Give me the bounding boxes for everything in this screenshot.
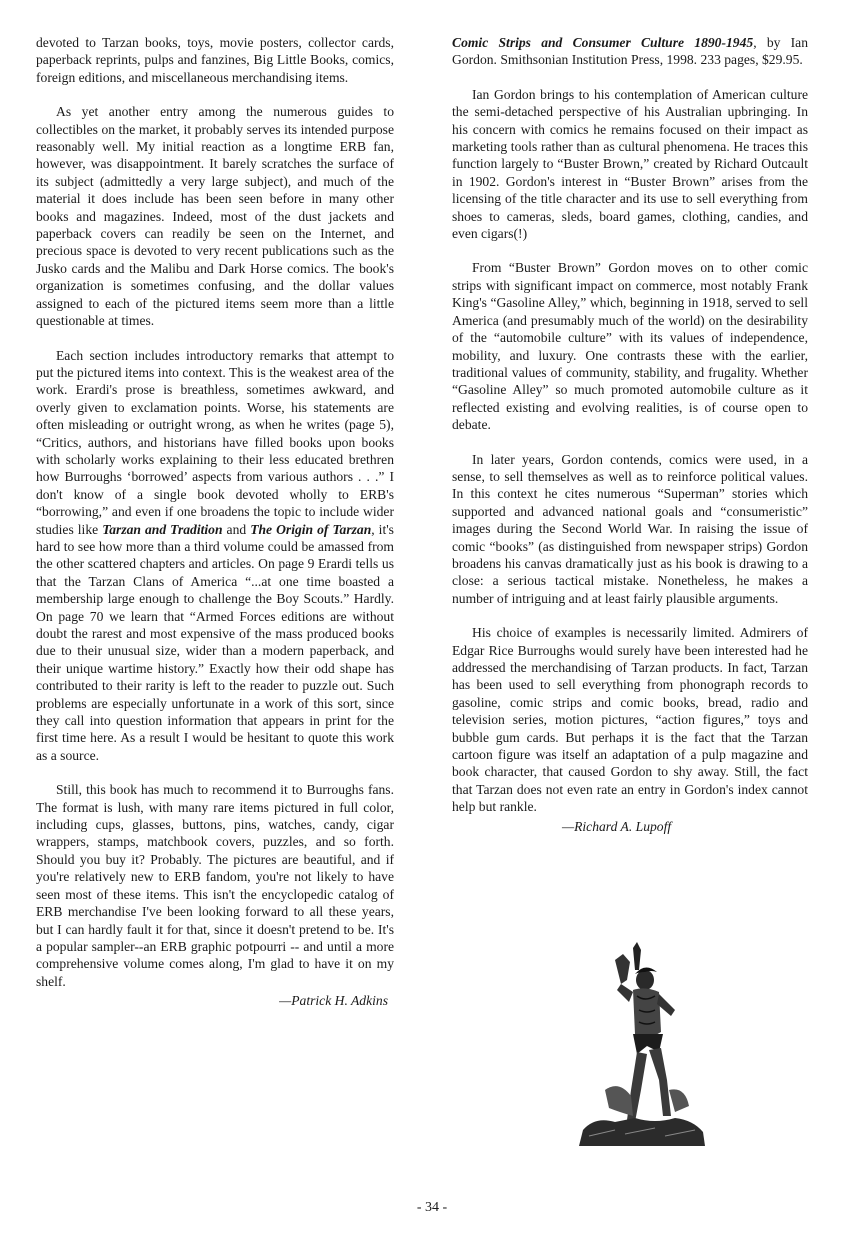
left-paragraph-3-and: and xyxy=(222,521,251,537)
signature-adkins: —Patrick H. Adkins xyxy=(279,993,388,1009)
left-paragraph-4: Still, this book has much to recommend it to Burroughs fans. The format is lush, with many rare items pictured in full color, including cups, glasses, buttons, pins, watches, candy, cigar wrappers, stamps, matchbook covers, puzzles, and so forth. Should you buy it? Probably. The pictures are beautiful, and if you're relatively new to ERB fandom, you're not likely to have seen most of these items. This isn't the encyclopedic catalog of ERB merchandise I've been looking forward to all these years, but I can hardly fault it for that, since it doesn't pretend to be. It's a popular sampler--an ERB graphic potpourri -- and until a more comprehensive volume comes along, I'm glad to have it on my shelf. xyxy=(36,782,394,989)
left-paragraph-3-text-a: Each section includes introductory remarks that attempt to put the pictured items into context. This is the weakest area of the work. Erardi's prose is breathless, sometimes awkward, and overly given to exclamation points. Worse, his statements are often misleading or outright wrong, as when he writes (page 5), “Critics, authors, and historians have filled books upon books with scholarly works explaining to their less educated brethren how Burroughs ‘borrowed’ aspects from various authors . . .” I don't know of a single book devoted wholly to ERB's “borrowing,” and even if one broadens the topic to include wider studies like xyxy=(36,347,394,537)
right-column xyxy=(452,34,808,843)
left-paragraph-1: devoted to Tarzan books, toys, movie posters, collector cards, paperback reprints, pulps and fanzines, Big Little Books, comics, foreign editions, and miscellaneous merchandising items. xyxy=(36,35,394,85)
book-title-origin-of-tarzan: The Origin of Tarzan xyxy=(250,521,372,537)
left-paragraph-3-text-b: , it's hard to see how more than a third volume could be amassed from the other scattered chapters and articles. On page 9 Erardi tells us that the Tarzan Clans of America “...at one time boasted a membership large enough to challenge the Boy Scouts.” Hardly. On page 70 we learn that “Armed Forces editions are without doubt the rarest and most expensive of the mass produced books due to their unusual size, wider than a modern paperback, and their unique wartime history.” Exactly how their odd shape has contributed to their rarity is left to the reader to puzzle out. Such problems are especially unfortunate in a work of this sort, since they call into question information that appears in print for the first time here. As a result I would be hesitant to quote this work as a source. xyxy=(36,521,394,763)
review-book-info: , by Ian Gordon. Smithsonian Institution Press, 1998. 233 pages, $29.95. xyxy=(452,35,808,68)
right-paragraph-2: From “Buster Brown” Gordon moves on to other comic strips with significant impact on commerce, most notably Frank King's “Gasoline Alley,” which, beginning in 1918, served to sell America (and presumably much of the world) on the desirability of the “automobile culture” with its values of independence, mobility, and luxury. One contrasts these with the earlier, traditional values of community, stability, and frugality. Whether “Gasoline Alley” so much promoted automobile culture as it reflected existing and evolving realities, is of course open to debate. xyxy=(452,260,808,433)
page-number: - 34 - xyxy=(416,1200,448,1215)
review-book-title: Comic Strips and Consumer Culture 1890-1945 xyxy=(452,35,754,50)
review-heading xyxy=(452,34,808,69)
left-paragraph-3 xyxy=(36,347,394,765)
left-paragraph-2: As yet another entry among the numerous guides to collectibles on the market, it probably serves its intended purpose reasonably well. My initial reaction as a longtime ERB fan, however, was disappointment. It barely scratches the surface of its subject (admittedly a very large subject), and much of the material it does include has been seen before in many other books and magazines. Indeed, most of the dust jackets and paperback covers can readily be seen on the Internet, and precious space is devoted to very recent publications such as the Jusko cards and the Malibu and Dark Horse comics. The book's organization is sometimes confusing, and the dollar values assigned to each of the pictured items seem more than a little questionable at times. xyxy=(36,104,394,329)
right-paragraph-1: Ian Gordon brings to his contemplation of American culture the semi-detached perspective of his Australian upbringing. In his concern with comics he remains focused on their impact as marketing tools rather than as cultural phenomena. He traces this function largely to “Buster Brown,” created by Richard Outcault in 1902. Gordon's interest in “Buster Brown” arises from the licensing of the title character and its use to sell everything from shoes to cameras, sleds, board games, clothing, candies, and even cigars(!) xyxy=(452,86,808,242)
left-column xyxy=(36,34,394,1010)
book-title-tarzan-and-tradition: Tarzan and Tradition xyxy=(102,521,223,537)
right-paragraph-4: His choice of examples is necessarily limited. Admirers of Edgar Rice Burroughs would surely have been interested had he addressed the merchandising of Tarzan products. In fact, Tarzan has been used to sell everything from phonograph records to gasoline, comic strips and comic books, bread, radio and television series, motion pictures, “action figures,” toys and bubble gum cards. But perhaps it is the fact that the Tarzan cartoon figure was itself an adaptation of a pulp magazine and book character, that caused Gordon to shy away. Still, the fact that Tarzan does not even rate an entry in Gordon's index cannot help but rankle. xyxy=(452,625,808,815)
tarzan-statue-illustration-icon xyxy=(575,940,710,1152)
right-paragraph-3: In later years, Gordon contends, comics were used, in a sense, to sell themselves as well as to reinforce political values. In this context he cites numerous “Superman” stories which supported and advanced national goals and “consumeristic” images during the Second World War. In raising the issue of comic “books” (as distinguished from newspaper strips) Gordon broadens his canvas dramatically just as his book is drawing to a close: a serious tactical mistake. Nonetheless, he makes a number of intriguing and at least fairly plausible arguments. xyxy=(452,451,808,606)
signature-lupoff: —Richard A. Lupoff xyxy=(562,818,672,834)
